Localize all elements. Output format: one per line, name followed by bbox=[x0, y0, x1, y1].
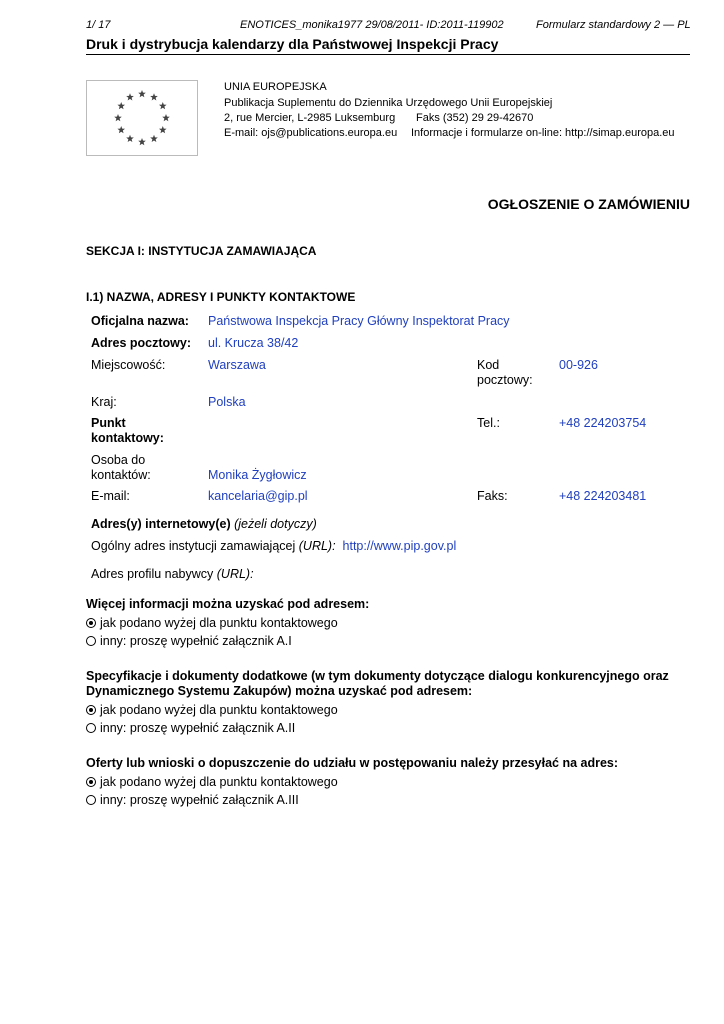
publisher-supplement: Publikacja Suplementu do Dziennika Urzędowego Unii Europejskiej bbox=[224, 97, 553, 109]
fax-label: Faks: bbox=[477, 489, 508, 503]
general-url-tag: (URL): bbox=[298, 539, 336, 553]
contact-point-label-line2: kontaktowy: bbox=[91, 431, 164, 445]
internet-note: (jeżeli dotyczy) bbox=[234, 517, 317, 531]
contact-person-label-line2: kontaktów: bbox=[91, 468, 151, 482]
offers-heading: Oferty lub wnioski o dopuszczenie do udziału w postępowaniu należy przesyłać na adres: bbox=[86, 756, 619, 770]
document-title: Druk i dystrybucja kalendarzy dla Państwowej Inspekcji Pracy bbox=[86, 36, 499, 52]
email-label: E-mail: bbox=[91, 489, 130, 503]
specs-heading-line2: Dynamicznego Systemu Zakupów) można uzyskać pod adresem: bbox=[86, 684, 473, 698]
more-info-option-2[interactable] bbox=[86, 634, 292, 648]
general-url-label: Ogólny adres instytucji zamawiającej bbox=[91, 539, 296, 553]
internet-label: Adres(y) internetowy(e) bbox=[91, 517, 231, 531]
publisher-address: 2, rue Mercier, L-2985 Luksemburg bbox=[224, 112, 396, 124]
offers-option-1[interactable] bbox=[86, 775, 338, 789]
eu-star-icon bbox=[159, 126, 167, 133]
eu-star-icon bbox=[138, 90, 146, 97]
radio-unselected-icon[interactable] bbox=[86, 723, 96, 733]
offers-option-2[interactable] bbox=[86, 793, 299, 807]
fax-value: +48 224203481 bbox=[559, 489, 647, 503]
more-info-option-1-label: jak podano wyżej dla punktu kontaktowego bbox=[100, 616, 338, 630]
postal-code-value: 00-926 bbox=[559, 358, 598, 372]
specs-option-2-label: inny: proszę wypełnić załącznik A.II bbox=[100, 721, 296, 735]
specs-option-2[interactable] bbox=[86, 721, 295, 735]
tel-label: Tel.: bbox=[477, 416, 500, 430]
subsection-heading: I.1) NAZWA, ADRESY I PUNKTY KONTAKTOWE bbox=[86, 290, 356, 304]
official-name-value: Państwowa Inspekcja Pracy Główny Inspektorat Pracy bbox=[208, 314, 510, 328]
official-name-label: Oficjalna nazwa: bbox=[91, 314, 189, 328]
contact-person-label-line1: Osoba do bbox=[91, 453, 146, 467]
town-label: Miejscowość: bbox=[91, 358, 166, 372]
buyer-profile-label: Adres profilu nabywcy bbox=[91, 567, 214, 581]
postal-address-value: ul. Krucza 38/42 bbox=[208, 336, 299, 350]
eu-stars-icon bbox=[87, 81, 197, 155]
notice-id-prefix: ENOTICES_monika1977 bbox=[240, 19, 363, 31]
more-info-option-1[interactable] bbox=[86, 616, 338, 630]
offers-option-1-label: jak podano wyżej dla punktu kontaktowego bbox=[100, 775, 338, 789]
radio-selected-icon[interactable] bbox=[86, 618, 96, 628]
internet-addresses-heading bbox=[91, 517, 317, 531]
eu-flag-logo bbox=[86, 80, 198, 156]
country-value: Polska bbox=[208, 395, 246, 409]
specs-option-1-label: jak podano wyżej dla punktu kontaktowego bbox=[100, 703, 338, 717]
buyer-profile-row bbox=[91, 567, 254, 581]
eu-star-icon bbox=[117, 126, 125, 133]
eu-star-icon bbox=[126, 135, 134, 142]
eu-star-icon bbox=[117, 102, 125, 109]
more-info-option-2-label: inny: proszę wypełnić załącznik A.I bbox=[100, 634, 292, 648]
notice-title: OGŁOSZENIE O ZAMÓWIENIU bbox=[487, 196, 690, 212]
specs-heading-line1: Specyfikacje i dokumenty dodatkowe (w tym dokumenty dotyczące dialogu konkurencyjnego oraz bbox=[86, 669, 669, 683]
buyer-profile-url-tag: (URL): bbox=[216, 567, 254, 581]
country-label: Kraj: bbox=[91, 395, 117, 409]
contact-point-label-line1: Punkt bbox=[91, 416, 126, 430]
email-value: kancelaria@gip.pl bbox=[208, 489, 308, 503]
postal-code-label-line2: pocztowy: bbox=[477, 373, 533, 387]
more-info-heading: Więcej informacji można uzyskać pod adresem: bbox=[86, 597, 370, 611]
town-value: Warszawa bbox=[208, 358, 266, 372]
general-url-row bbox=[91, 539, 456, 553]
radio-selected-icon[interactable] bbox=[86, 777, 96, 787]
radio-selected-icon[interactable] bbox=[86, 705, 96, 715]
eu-star-icon bbox=[150, 135, 158, 142]
header-divider bbox=[86, 54, 690, 55]
offers-option-2-label: inny: proszę wypełnić załącznik A.III bbox=[100, 793, 299, 807]
radio-unselected-icon[interactable] bbox=[86, 795, 96, 805]
eu-star-icon bbox=[150, 93, 158, 100]
eu-star-icon bbox=[126, 93, 134, 100]
eu-star-icon bbox=[138, 138, 146, 145]
contact-person-value: Monika Żygłowicz bbox=[208, 468, 307, 482]
publisher-fax: Faks (352) 29 29-42670 bbox=[416, 112, 534, 124]
eu-star-icon bbox=[162, 114, 170, 121]
notice-date-id: 29/08/2011- ID:2011-119902 bbox=[365, 19, 504, 31]
eu-star-icon bbox=[114, 114, 122, 121]
postal-code-label-line1: Kod bbox=[477, 358, 500, 372]
page-number: 1/ 17 bbox=[86, 19, 111, 31]
general-url-link[interactable]: http://www.pip.gov.pl bbox=[342, 539, 457, 553]
tel-value: +48 224203754 bbox=[559, 416, 647, 430]
publisher-email: E-mail: ojs@publications.europa.eu bbox=[224, 127, 398, 139]
eu-star-icon bbox=[159, 102, 167, 109]
postal-address-label: Adres pocztowy: bbox=[91, 336, 192, 350]
form-name: Formularz standardowy 2 — PL bbox=[536, 19, 691, 31]
specs-option-1[interactable] bbox=[86, 703, 338, 717]
section-heading: SEKCJA I: INSTYTUCJA ZAMAWIAJĄCA bbox=[86, 244, 317, 258]
publisher-name: UNIA EUROPEJSKA bbox=[224, 81, 327, 93]
radio-unselected-icon[interactable] bbox=[86, 636, 96, 646]
notice-id bbox=[240, 19, 504, 31]
publisher-info: Informacje i formularze on-line: http://simap.europa.eu bbox=[411, 127, 675, 139]
